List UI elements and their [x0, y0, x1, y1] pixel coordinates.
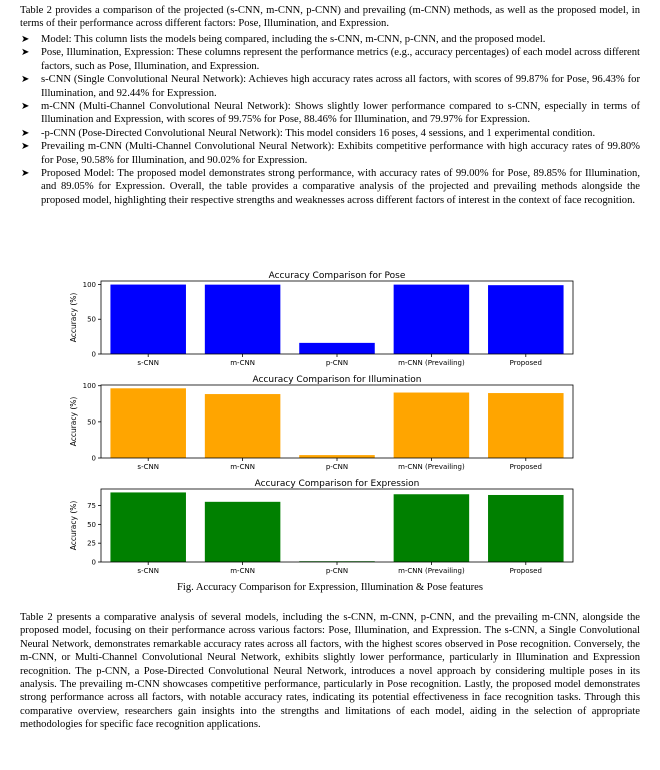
- expression-chart-svg: [64, 476, 584, 580]
- x-tick-label: s-CNN: [137, 359, 159, 367]
- list-item: [20, 73, 640, 100]
- y-tick-label: 100: [82, 280, 96, 289]
- y-axis-label: Accuracy (%): [69, 500, 78, 551]
- bar-m-cnn-prevailing: [394, 285, 470, 354]
- x-tick-label: Proposed: [509, 463, 542, 471]
- x-tick-label: s-CNN: [137, 463, 159, 471]
- pose-chart-svg: [64, 268, 584, 372]
- x-tick-label: Proposed: [509, 567, 542, 575]
- x-tick-label: p-CNN: [325, 359, 349, 367]
- x-tick-label: m-CNN (Prevailing): [398, 359, 465, 367]
- x-tick-label: p-CNN: [325, 463, 349, 471]
- bullet-text: m-CNN (Multi-Channel Convolutional Neural Network): Shows slightly lower performance compared to s-CNN, especially in terms of Illumination and Expression, with scores of 99.75% for Pose, 88.46% for Illumination, and 79.97% for Expression.: [41, 101, 640, 126]
- pose-accuracy-chart: [64, 268, 584, 372]
- illumination-chart-svg: [64, 372, 584, 476]
- y-tick-label: 50: [87, 418, 96, 427]
- x-tick-label: m-CNN: [230, 359, 255, 367]
- expression-accuracy-chart: [64, 476, 584, 580]
- x-tick-label: m-CNN (Prevailing): [398, 463, 465, 471]
- conclusion-paragraph: Table 2 presents a comparative analysis of several models, including the s-CNN, m-CNN, p-CNN, and the prevailing m-CNN, alongside the proposed model, focusing on their performance across various factors: Pose, Illumination, and Expression. The s-CNN, a Single Convolutional Neural Network, demonstrates remarkable accuracy rates across all factors, with the highest scores observed in Pose recognition. Conversely, the m-CNN, or Multi-Channel Convolutional Neural Network, exhibits slightly lower performance, particularly in Illumination and Expression recognition. The p-CNN, a Pose-Directed Convolutional Neural Network, introduces a novel approach by considering multiple poses in its analysis. The prevailing m-CNN showcases competitive performance, particularly in Pose recognition. Lastly, the proposed model demonstrates strong performance across all factors, with notable accuracy rates, indicating its potential effectiveness in face recognition tasks. Through this comparative overview, researchers gain insights into the strengths and limitations of each model, aiding in the selection of appropriate methodologies for specific face recognition applications.: [20, 612, 640, 731]
- x-tick-label: s-CNN: [137, 567, 159, 575]
- list-item: [20, 46, 640, 73]
- bullet-text: Model: This column lists the models being compared, including the s-CNN, m-CNN, p-CNN, and the proposed model.: [41, 34, 546, 45]
- x-tick-label: Proposed: [509, 359, 542, 367]
- y-tick-label: 50: [87, 520, 96, 529]
- bullet-text: -p-CNN (Pose-Directed Convolutional Neural Network): This model considers 16 poses, 4 sessions, and 1 experimental condition.: [41, 127, 596, 139]
- intro-paragraph: Table 2 provides a comparison of the projected (s-CNN, m-CNN, p-CNN) and prevailing (m-CNN) methods, as well as the proposed model, in terms of their performance across different factors: Pose, Illumination, and Expression.: [20, 5, 640, 30]
- arrowhead-bullet-icon: ➤: [21, 47, 30, 59]
- y-tick-label: 25: [87, 539, 96, 548]
- bar-p-cnn: [299, 343, 375, 354]
- illumination-accuracy-chart: [64, 372, 584, 476]
- bar-m-cnn-prevailing: [394, 393, 470, 458]
- chart-title: Accuracy Comparison for Expression: [254, 479, 420, 489]
- bullet-list: [20, 33, 640, 207]
- y-tick-label: 0: [91, 350, 96, 359]
- arrowhead-bullet-icon: ➤: [21, 74, 30, 86]
- chart-title: Accuracy Comparison for Pose: [268, 271, 406, 281]
- x-tick-label: m-CNN: [230, 567, 255, 575]
- bullet-text: s-CNN (Single Convolutional Neural Network): Achieves high accuracy rates across all factors, with scores of 99.87% for Pose, 96.43% for Illumination, and 92.44% for Expression.: [41, 74, 640, 99]
- bar-m-cnn: [205, 285, 281, 354]
- figure-caption: Fig. Accuracy Comparison for Expression, Illumination & Pose features: [177, 582, 483, 593]
- x-tick-label: p-CNN: [325, 567, 349, 575]
- bar-m-cnn: [205, 394, 281, 458]
- arrowhead-bullet-icon: ➤: [21, 168, 30, 180]
- bar-s-cnn: [110, 492, 186, 562]
- list-item: [20, 167, 640, 207]
- list-item: [20, 127, 640, 140]
- y-tick-label: 0: [91, 558, 96, 567]
- y-tick-label: 50: [87, 315, 96, 324]
- arrowhead-bullet-icon: ➤: [21, 141, 30, 153]
- bullet-text: Prevailing m-CNN (Multi-Channel Convolutional Neural Network): Exhibits competitive performance with high accuracy rates of 99.80% for Pose, 90.58% for Illumination, and 90.02% for Expression.: [41, 141, 640, 166]
- bar-p-cnn: [299, 455, 375, 458]
- bar-proposed: [488, 393, 564, 458]
- y-tick-label: 0: [91, 454, 96, 463]
- bar-s-cnn: [110, 388, 186, 458]
- x-tick-label: m-CNN (Prevailing): [398, 567, 465, 575]
- arrowhead-bullet-icon: ➤: [21, 101, 30, 113]
- bar-s-cnn: [110, 285, 186, 354]
- x-tick-label: m-CNN: [230, 463, 255, 471]
- bullet-text: Proposed Model: The proposed model demonstrates strong performance, with accuracy rates of 99.00% for Pose, 89.85% for Illumination, and 89.05% for Expression. Overall, the table provides a comparative analysis of the projected and prevailing methods alongside the proposed model, highlighting their respective strengths and weaknesses across different factors of interest in the context of face recognition.: [41, 168, 640, 206]
- list-item: [20, 140, 640, 167]
- bar-proposed: [488, 285, 564, 354]
- chart-title: Accuracy Comparison for Illumination: [252, 375, 422, 385]
- y-tick-label: 100: [82, 382, 96, 391]
- arrowhead-bullet-icon: ➤: [21, 34, 30, 45]
- bar-m-cnn: [205, 502, 281, 562]
- bullet-text: Pose, Illumination, Expression: These columns represent the performance metrics (e.g., accuracy percentages) of each model across different factors, such as Pose, Illumination, and Expression.: [41, 47, 640, 72]
- bar-m-cnn-prevailing: [394, 494, 470, 562]
- list-item: [20, 100, 640, 127]
- list-item: [20, 33, 640, 46]
- y-axis-label: Accuracy (%): [69, 396, 78, 447]
- y-axis-label: Accuracy (%): [69, 292, 78, 343]
- y-tick-label: 75: [87, 502, 96, 511]
- bar-proposed: [488, 495, 564, 562]
- arrowhead-bullet-icon: ➤: [21, 127, 30, 139]
